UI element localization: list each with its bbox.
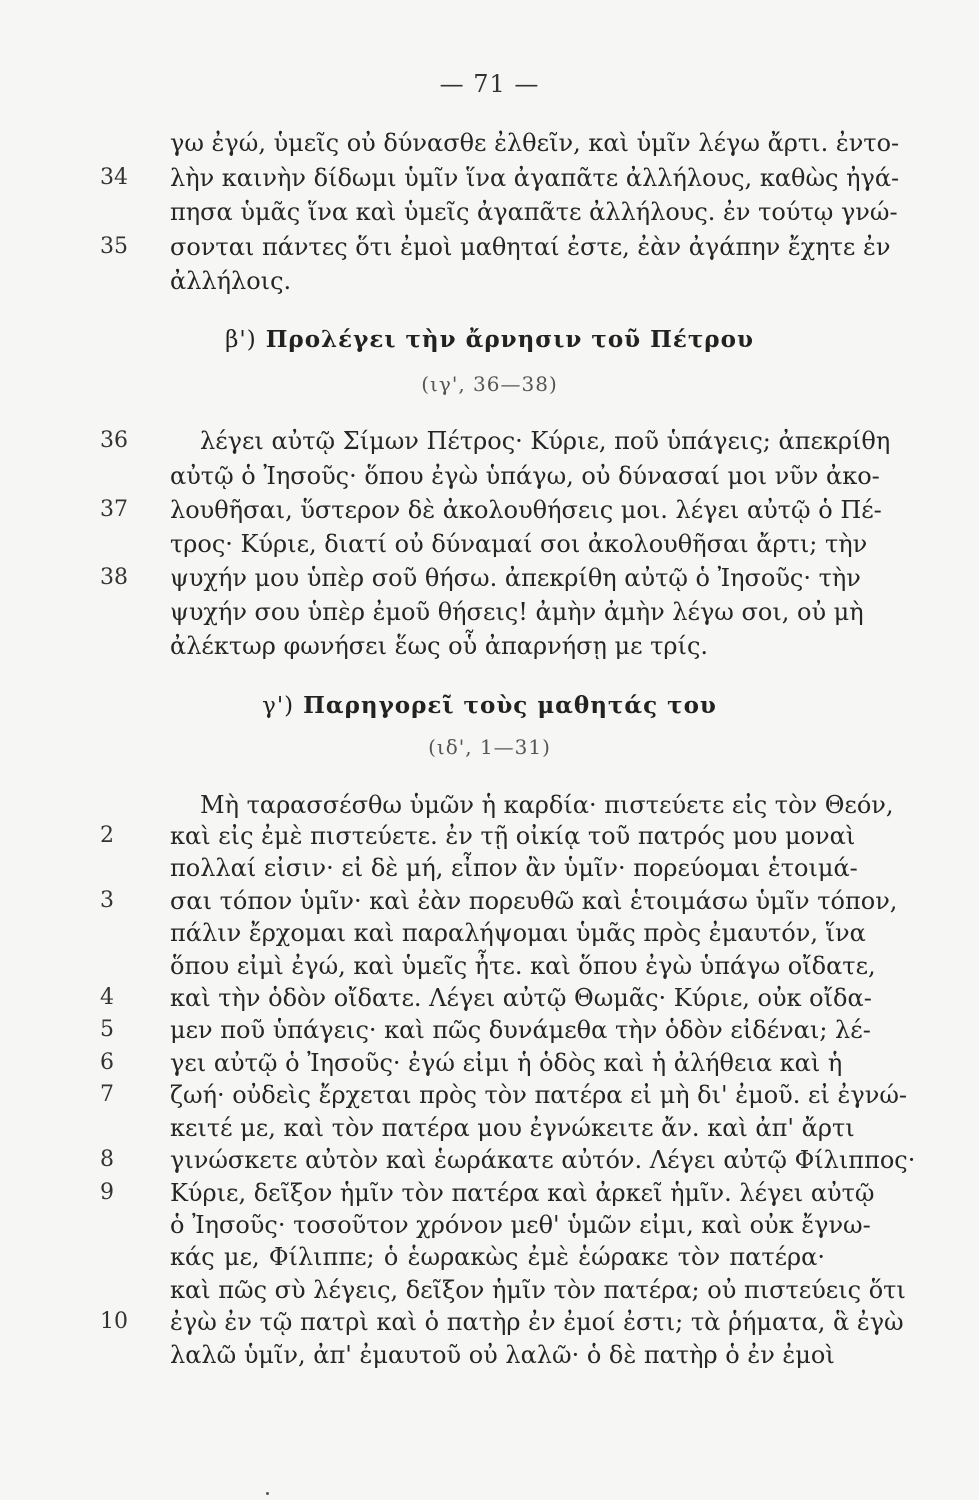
text-line: ἀλλήλοις.: [170, 267, 292, 295]
text-line: λουθῆσαι, ὕστερον δὲ ἀκολουθήσεις μοι. λέγει αὐτῷ ὁ Πέ-: [170, 496, 882, 524]
text-line: σαι τόπον ὑμῖν· καὶ ἐὰν πορευθῶ καὶ ἑτοιμάσω ὑμῖν τόπον,: [170, 887, 898, 915]
verse-number: 35: [100, 234, 128, 259]
verse-number: 10: [100, 1309, 128, 1334]
text-line: πάλιν ἔρχομαι καὶ παραλήψομαι ὑμᾶς πρὸς ἐμαυτόν, ἵνα: [170, 919, 866, 947]
page-number: — 71 —: [439, 70, 540, 98]
verse-number: 36: [100, 428, 128, 453]
text-line: κειτέ με, καὶ τὸν πατέρα μου ἐγνώκειτε ἄν. καὶ ἀπ' ἄρτι: [170, 1114, 855, 1142]
text-line: λέγει αὐτῷ Σίμων Πέτρος· Κύριε, ποῦ ὑπάγεις; ἀπεκρίθη: [200, 427, 891, 455]
section-reference: (ιδ', 1—31): [428, 735, 551, 759]
text-line: πησα ὑμᾶς ἵνα καὶ ὑμεῖς ἀγαπᾶτε ἀλλήλους. ἐν τούτῳ γνώ-: [170, 198, 898, 226]
text-line: λαλῶ ὑμῖν, ἀπ' ἐμαυτοῦ οὐ λαλῶ· ὁ δὲ πατὴρ ὁ ἐν ἐμοὶ: [170, 1341, 835, 1369]
text-line: ὅπου εἰμὶ ἐγώ, καὶ ὑμεῖς ἦτε. καὶ ὅπου ἐγὼ ὑπάγω οἴδατε,: [170, 952, 876, 980]
text-line: αὐτῷ ὁ Ἰησοῦς· ὅπου ἐγὼ ὑπάγω, οὐ δύνασαί μοι νῦν ἀκο-: [170, 462, 880, 490]
section-heading: [0, 326, 979, 353]
text-line: πολλαί εἰσιν· εἰ δὲ μή, εἶπον ἂν ὑμῖν· πορεύομαι ἑτοιμά-: [170, 854, 858, 882]
text-line: γινώσκετε αὐτὸν καὶ ἑωράκατε αὐτόν. Λέγει αὐτῷ Φίλιππος·: [170, 1146, 916, 1174]
text-line: Μὴ ταρασσέσθω ὑμῶν ἡ καρδία· πιστεύετε εἰς τὸν Θεόν,: [200, 791, 894, 819]
verse-number: 38: [100, 565, 128, 590]
text-line: κάς με, Φίλιππε; ὁ ἑωρακὼς ἐμὲ ἑώρακε τὸν πατέρα·: [170, 1243, 825, 1271]
text-line: ψυχήν μου ὑπὲρ σοῦ θήσω. ἀπεκρίθη αὐτῷ ὁ Ἰησοῦς· τὴν: [170, 564, 861, 592]
text-line: καὶ εἰς ἐμὲ πιστεύετε. ἐν τῇ οἰκίᾳ τοῦ πατρός μου μοναὶ: [170, 822, 856, 850]
text-line: γει αὐτῷ ὁ Ἰησοῦς· ἐγώ εἰμι ἡ ὁδὸς καὶ ἡ ἀλήθεια καὶ ἡ: [170, 1049, 843, 1077]
text-line: ἐγὼ ἐν τῷ πατρὶ καὶ ὁ πατὴρ ἐν ἐμοί ἐστι; τὰ ῥήματα, ἃ ἐγὼ: [170, 1308, 904, 1336]
text-line: Κύριε, δεῖξον ἡμῖν τὸν πατέρα καὶ ἀρκεῖ ἡμῖν. λέγει αὐτῷ: [170, 1179, 875, 1207]
text-line: καὶ πῶς σὺ λέγεις, δεῖξον ἡμῖν τὸν πατέρα; οὐ πιστεύεις ὅτι: [170, 1276, 906, 1304]
text-line: τρος· Κύριε, διατί οὐ δύναμαί σοι ἀκολουθῆσαι ἄρτι; τὴν: [170, 530, 868, 558]
verse-number: 8: [100, 1147, 114, 1172]
section-heading-title: Παρηγορεῖ τοὺς μαθητάς του: [303, 692, 717, 719]
text-line: ζωή· οὐδεὶς ἔρχεται πρὸς τὸν πατέρα εἰ μὴ δι' ἐμοῦ. εἰ ἐγνώ-: [170, 1081, 907, 1109]
verse-number: 3: [100, 888, 114, 913]
text-line: μεν ποῦ ὑπάγεις· καὶ πῶς δυνάμεθα τὴν ὁδὸν εἰδέναι; λέ-: [170, 1016, 871, 1044]
text-line: ψυχήν σου ὑπὲρ ἐμοῦ θήσεις! ἀμὴν ἀμὴν λέγω σοι, οὐ μὴ: [170, 598, 864, 626]
section-reference: (ιγ', 36—38): [421, 372, 558, 396]
text-line: σονται πάντες ὅτι ἐμοὶ μαθηταί ἐστε, ἐὰν ἀγάπην ἔχητε ἐν: [170, 233, 891, 261]
section-heading: [0, 692, 979, 719]
verse-number: 7: [100, 1082, 114, 1107]
verse-number: 2: [100, 823, 114, 848]
verse-number: 4: [100, 985, 114, 1010]
verse-number: 5: [100, 1017, 114, 1042]
text-line: γω ἐγώ, ὑμεῖς οὐ δύνασθε ἐλθεῖν, καὶ ὑμῖν λέγω ἄρτι. ἐντο-: [170, 129, 900, 157]
verse-number: 6: [100, 1050, 114, 1075]
section-heading-title: Προλέγει τὴν ἄρνησιν τοῦ Πέτρου: [265, 326, 754, 353]
text-line: καὶ τὴν ὁδὸν οἴδατε. Λέγει αὐτῷ Θωμᾶς· Κύριε, οὐκ οἴδα-: [170, 984, 872, 1012]
verse-number: 34: [100, 165, 128, 190]
text-line: ὁ Ἰησοῦς· τοσοῦτον χρόνον μεθ' ὑμῶν εἰμι, καὶ οὐκ ἔγνω-: [170, 1211, 871, 1239]
section-heading-number: β'): [225, 327, 257, 353]
verse-number: 9: [100, 1180, 114, 1205]
text-line: ἀλέκτωρ φωνήσει ἕως οὗ ἀπαρνήσῃ με τρίς.: [170, 632, 709, 660]
verse-number: 37: [100, 497, 128, 522]
page-speck: [266, 1492, 269, 1495]
text-line: λὴν καινὴν δίδωμι ὑμῖν ἵνα ἀγαπᾶτε ἀλλήλους, καθὼς ἠγά-: [170, 164, 900, 192]
section-heading-number: γ'): [262, 693, 295, 719]
